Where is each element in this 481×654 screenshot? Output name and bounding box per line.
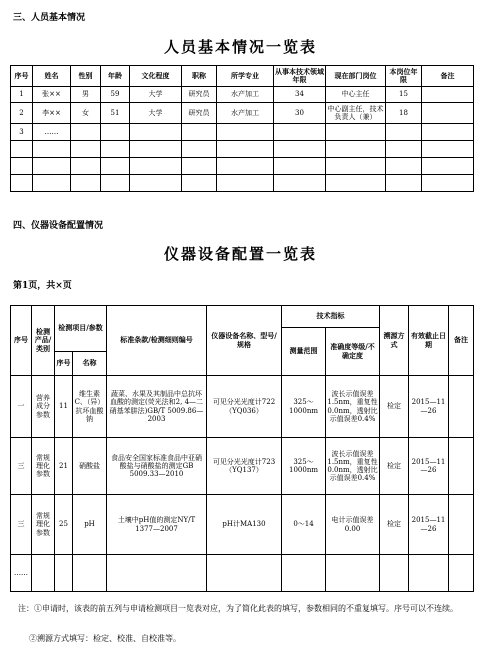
col-header: 年龄: [101, 66, 130, 87]
cell-no: 25: [55, 495, 73, 555]
cell-trace: 检定: [380, 438, 409, 495]
table-cell: 张××: [33, 87, 71, 103]
col-header-tech: 技术指标: [282, 306, 380, 328]
footnote-2: ②溯源方式填写：检定、校准、自校准等。: [29, 634, 181, 643]
cell-name: 硝酸盐: [73, 438, 107, 495]
cell-note: [449, 555, 474, 592]
cell-category: [32, 555, 55, 592]
table-row: [11, 103, 474, 124]
table-cell: [130, 124, 182, 141]
table-cell: [101, 124, 130, 141]
col-header: 序号: [11, 66, 33, 87]
cell-valid: 2015—11—26: [409, 495, 449, 555]
table-cell: [326, 124, 386, 141]
cell-no: 11: [55, 376, 73, 438]
table-cell: [71, 124, 101, 141]
table-cell: [217, 124, 274, 141]
table-row: [11, 124, 474, 141]
cell-seq: ……: [11, 555, 32, 592]
table-row: [11, 438, 474, 495]
table-cell: 中心主任: [326, 87, 386, 103]
table-cell: 水产加工: [217, 103, 274, 124]
cell-trace: [380, 555, 409, 592]
col-header-item: 检测项目/参数: [55, 306, 107, 352]
col-header-valid: 有效截止日期: [409, 306, 449, 376]
table-cell: [182, 124, 217, 141]
table-cell: [422, 141, 474, 158]
col-header-range: 测量范围: [282, 328, 326, 376]
cell-note: [449, 376, 474, 438]
table-cell: [422, 124, 474, 141]
cell-note: [449, 438, 474, 495]
table-row: [11, 376, 474, 438]
cell-name: pH: [73, 495, 107, 555]
personnel-table-title: 人员基本情况一览表: [163, 38, 317, 56]
col-header-standard: 标准条款/检测细则编号: [107, 306, 207, 376]
cell-accuracy: [326, 555, 380, 592]
cell-range: 325～1000nm: [282, 376, 326, 438]
table-row: [11, 555, 474, 592]
table-cell: 研究员: [182, 87, 217, 103]
table-cell: 15: [386, 87, 422, 103]
personnel-header-row: [11, 66, 474, 87]
cell-category: 营养成分参数: [32, 376, 55, 438]
cell-trace: 检定: [380, 376, 409, 438]
col-header: 现在部门岗位: [326, 66, 386, 87]
table-cell: [386, 124, 422, 141]
cell-no: [55, 555, 73, 592]
table-cell: [386, 175, 422, 192]
cell-seq: 三: [11, 495, 32, 555]
col-header: 本岗位年限: [386, 66, 422, 87]
col-header: 所学专业: [217, 66, 274, 87]
table-cell: [11, 175, 33, 192]
table-cell: [71, 175, 101, 192]
table-cell: [182, 175, 217, 192]
table-cell: ……: [33, 124, 71, 141]
cell-standard: 土壤中pH值的测定NY/T 1377—2007: [107, 495, 207, 555]
equipment-table: [10, 305, 474, 592]
table-cell: [130, 158, 182, 175]
personnel-table-body: [11, 87, 474, 192]
cell-valid: 2015—11—26: [409, 438, 449, 495]
table-cell: [274, 175, 326, 192]
cell-valid: [409, 555, 449, 592]
cell-category: 常规理化参数: [32, 438, 55, 495]
col-header: 文化程度: [130, 66, 182, 87]
table-cell: [101, 175, 130, 192]
equipment-table-body: [11, 376, 474, 592]
table-row: [11, 175, 474, 192]
table-cell: [130, 141, 182, 158]
table-row: [11, 87, 474, 103]
table-cell: 59: [101, 87, 130, 103]
table-cell: [33, 158, 71, 175]
cell-valid: 2015—11—26: [409, 376, 449, 438]
table-cell: 中心副主任，技术负责人（兼）: [326, 103, 386, 124]
table-cell: [71, 141, 101, 158]
cell-no: 21: [55, 438, 73, 495]
cell-name: 维生素C、（异）抗坏血酸钠: [73, 376, 107, 438]
table-cell: 研究员: [182, 103, 217, 124]
table-cell: [33, 141, 71, 158]
cell-accuracy: 电计示值误差0.00: [326, 495, 380, 555]
table-cell: [182, 141, 217, 158]
table-cell: [11, 158, 33, 175]
cell-standard: 蔬菜、水果及其制品中总抗坏血酸的测定(荧光法和2, 4—二硝基苯肼法)GB/T 5009.86—2003: [107, 376, 207, 438]
table-cell: 51: [101, 103, 130, 124]
table-cell: [101, 158, 130, 175]
cell-range: 0～14: [282, 495, 326, 555]
cell-device: 可见分光光度计723（YQ137）: [207, 438, 282, 495]
equipment-header-row: [11, 306, 474, 328]
table-cell: 30: [274, 103, 326, 124]
table-cell: 大学: [130, 87, 182, 103]
col-header: 性别: [71, 66, 101, 87]
table-cell: 2: [11, 103, 33, 124]
table-cell: 18: [386, 103, 422, 124]
cell-range: 325～1000nm: [282, 438, 326, 495]
table-cell: [422, 158, 474, 175]
table-cell: [71, 158, 101, 175]
cell-accuracy: 波长示值误差1.5nm，重复性0.0nm，透射比示值误差0.4%: [326, 376, 380, 438]
col-header: 从事本技术领域年限: [274, 66, 326, 87]
section-heading-equipment: 四、仪器设备配置情况: [13, 221, 104, 231]
table-cell: [386, 141, 422, 158]
table-cell: [386, 158, 422, 175]
cell-standard: [107, 555, 207, 592]
personnel-table: [10, 65, 474, 192]
cell-device: pH计MA130: [207, 495, 282, 555]
cell-accuracy: 波长示值误差1.5nm，重复性0.0nm，透射比示值误差0.4%: [326, 438, 380, 495]
section-heading-personnel: 三、人员基本情况: [13, 13, 86, 23]
table-row: [11, 495, 474, 555]
table-cell: [217, 158, 274, 175]
table-cell: 34: [274, 87, 326, 103]
table-cell: 水产加工: [217, 87, 274, 103]
table-cell: 大学: [130, 103, 182, 124]
col-header: 职称: [182, 66, 217, 87]
table-cell: [422, 87, 474, 103]
table-cell: [33, 175, 71, 192]
table-row: [11, 141, 474, 158]
table-cell: 女: [71, 103, 101, 124]
table-cell: [326, 175, 386, 192]
table-cell: [422, 103, 474, 124]
table-cell: [326, 141, 386, 158]
cell-device: 可见分光光度计722（YQ036）: [207, 376, 282, 438]
col-header-seq: 序号: [11, 306, 32, 376]
cell-note: [449, 495, 474, 555]
table-cell: [101, 141, 130, 158]
cell-seq: 一: [11, 376, 32, 438]
col-header-category: 检测产品/类别: [32, 306, 55, 376]
table-cell: 3: [11, 124, 33, 141]
col-header: 姓名: [33, 66, 71, 87]
cell-name: [73, 555, 107, 592]
table-cell: [274, 158, 326, 175]
equipment-table-title: 仪器设备配置一览表: [163, 245, 317, 263]
col-header-trace: 溯源方式: [380, 306, 409, 376]
col-header: 备注: [422, 66, 474, 87]
page-info: 第1页，共×页: [13, 281, 72, 291]
table-cell: 李××: [33, 103, 71, 124]
footnote-1: 注：①申请时，该表的前五列与申请检测项目一览表对应，为了简化此表的填写，参数相同的不重复填写。序号可以不连续。: [18, 604, 458, 613]
col-header-note: 备注: [449, 306, 474, 376]
cell-device: [207, 555, 282, 592]
table-cell: [217, 175, 274, 192]
table-cell: [274, 141, 326, 158]
cell-seq: 三: [11, 438, 32, 495]
cell-category: 常规理化参数: [32, 495, 55, 555]
table-cell: [217, 141, 274, 158]
table-cell: [11, 141, 33, 158]
table-cell: [274, 124, 326, 141]
col-header-device: 仪器设备名称、型号/规格: [207, 306, 282, 376]
table-cell: [326, 158, 386, 175]
table-cell: 男: [71, 87, 101, 103]
col-header-item-no: 序号: [55, 352, 73, 376]
table-row: [11, 158, 474, 175]
table-cell: [130, 175, 182, 192]
col-header-accuracy: 准确度等级/不确定度: [326, 328, 380, 376]
col-header-item-name: 名称: [73, 352, 107, 376]
table-cell: [422, 175, 474, 192]
table-cell: [182, 158, 217, 175]
cell-standard: 食品安全国家标准食品中亚硝酸盐与硝酸盐的测定GB 5009.33—2010: [107, 438, 207, 495]
cell-range: [282, 555, 326, 592]
cell-trace: 检定: [380, 495, 409, 555]
table-cell: 1: [11, 87, 33, 103]
